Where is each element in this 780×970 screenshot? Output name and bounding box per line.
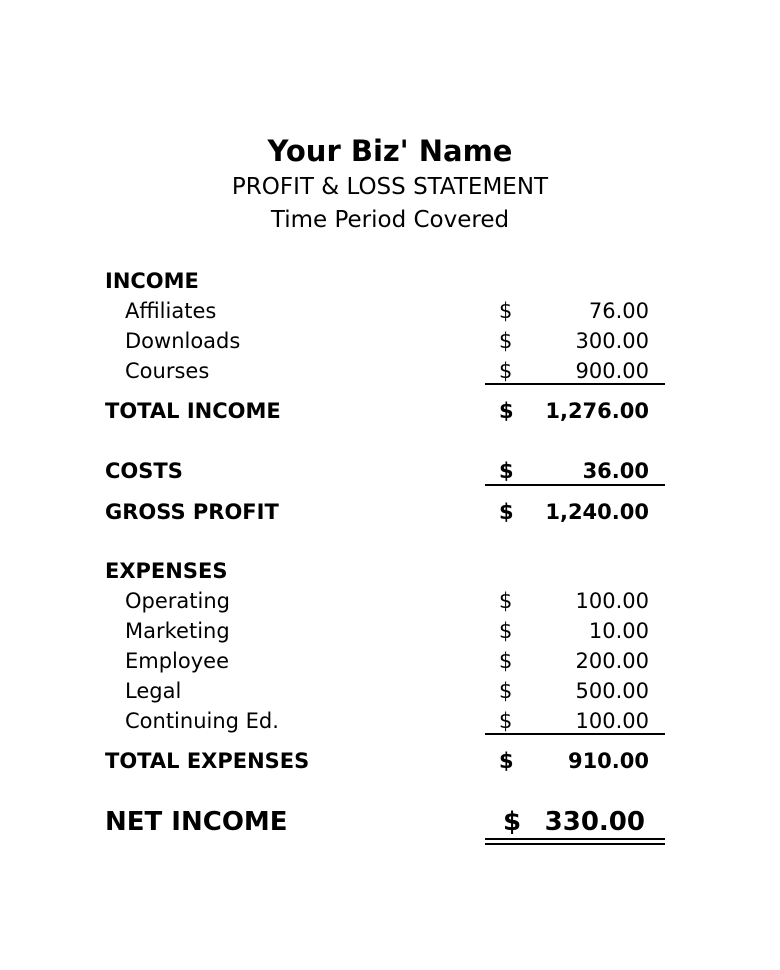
income-heading-row [105, 266, 665, 296]
currency-symbol: $ [499, 359, 513, 383]
currency-symbol: $ [499, 649, 513, 673]
line-item-label: Employee [125, 649, 230, 673]
line-item-label: Continuing Ed. [125, 709, 279, 733]
total-income-amount: 1,276.00 [545, 399, 649, 423]
currency-symbol: $ [499, 459, 514, 483]
income-heading: INCOME [105, 269, 199, 293]
costs-row [105, 456, 665, 486]
expense-item-legal [105, 676, 665, 706]
line-item-amount: 300.00 [575, 329, 649, 353]
line-item-amount: 100.00 [575, 709, 649, 733]
currency-symbol: $ [499, 399, 514, 423]
currency-symbol: $ [499, 589, 513, 613]
line-item-amount: 100.00 [575, 589, 649, 613]
net-income-double-rule [485, 838, 665, 845]
expenses-heading: EXPENSES [105, 559, 228, 583]
expense-item-employee [105, 646, 665, 676]
currency-symbol: $ [499, 709, 513, 733]
expense-item-marketing [105, 616, 665, 646]
net-income-label: NET INCOME [105, 807, 288, 837]
expense-item-continuing-ed [105, 706, 665, 736]
income-item-downloads [105, 326, 665, 356]
expenses-subtotal-rule [485, 733, 665, 735]
line-item-label: Operating [125, 589, 230, 613]
total-expenses-label: TOTAL EXPENSES [105, 749, 310, 773]
line-item-amount: 200.00 [575, 649, 649, 673]
currency-symbol: $ [499, 299, 513, 323]
time-period: Time Period Covered [270, 207, 510, 233]
line-item-amount: 76.00 [588, 299, 649, 323]
total-income-label: TOTAL INCOME [105, 399, 281, 423]
net-income-amount: 330.00 [544, 807, 645, 837]
gross-profit-amount: 1,240.00 [545, 500, 649, 524]
total-expenses-amount: 910.00 [567, 749, 649, 773]
total-income-row [105, 396, 665, 426]
statement-title: PROFIT & LOSS STATEMENT [231, 174, 549, 200]
business-name: Your Biz' Name [267, 134, 513, 168]
income-item-affiliates [105, 296, 665, 326]
currency-symbol: $ [499, 679, 513, 703]
gross-profit-label: GROSS PROFIT [105, 500, 279, 524]
line-item-label: Affiliates [125, 299, 217, 323]
line-item-amount: 10.00 [588, 619, 649, 643]
total-expenses-row [105, 746, 665, 776]
expenses-heading-row [105, 556, 665, 586]
net-income-row [105, 805, 665, 839]
line-item-label: Marketing [125, 619, 230, 643]
costs-amount: 36.00 [582, 459, 649, 483]
line-item-label: Courses [125, 359, 210, 383]
line-item-label: Downloads [125, 329, 241, 353]
currency-symbol: $ [503, 807, 522, 837]
gross-profit-row [105, 497, 665, 527]
currency-symbol: $ [499, 500, 514, 524]
line-item-label: Legal [125, 679, 182, 703]
costs-label: COSTS [105, 459, 183, 483]
costs-rule [485, 484, 665, 486]
expense-item-operating [105, 586, 665, 616]
line-item-amount: 900.00 [575, 359, 649, 383]
line-item-amount: 500.00 [575, 679, 649, 703]
income-subtotal-rule [485, 383, 665, 385]
income-item-courses [105, 356, 665, 386]
currency-symbol: $ [499, 749, 514, 773]
currency-symbol: $ [499, 619, 513, 643]
currency-symbol: $ [499, 329, 513, 353]
